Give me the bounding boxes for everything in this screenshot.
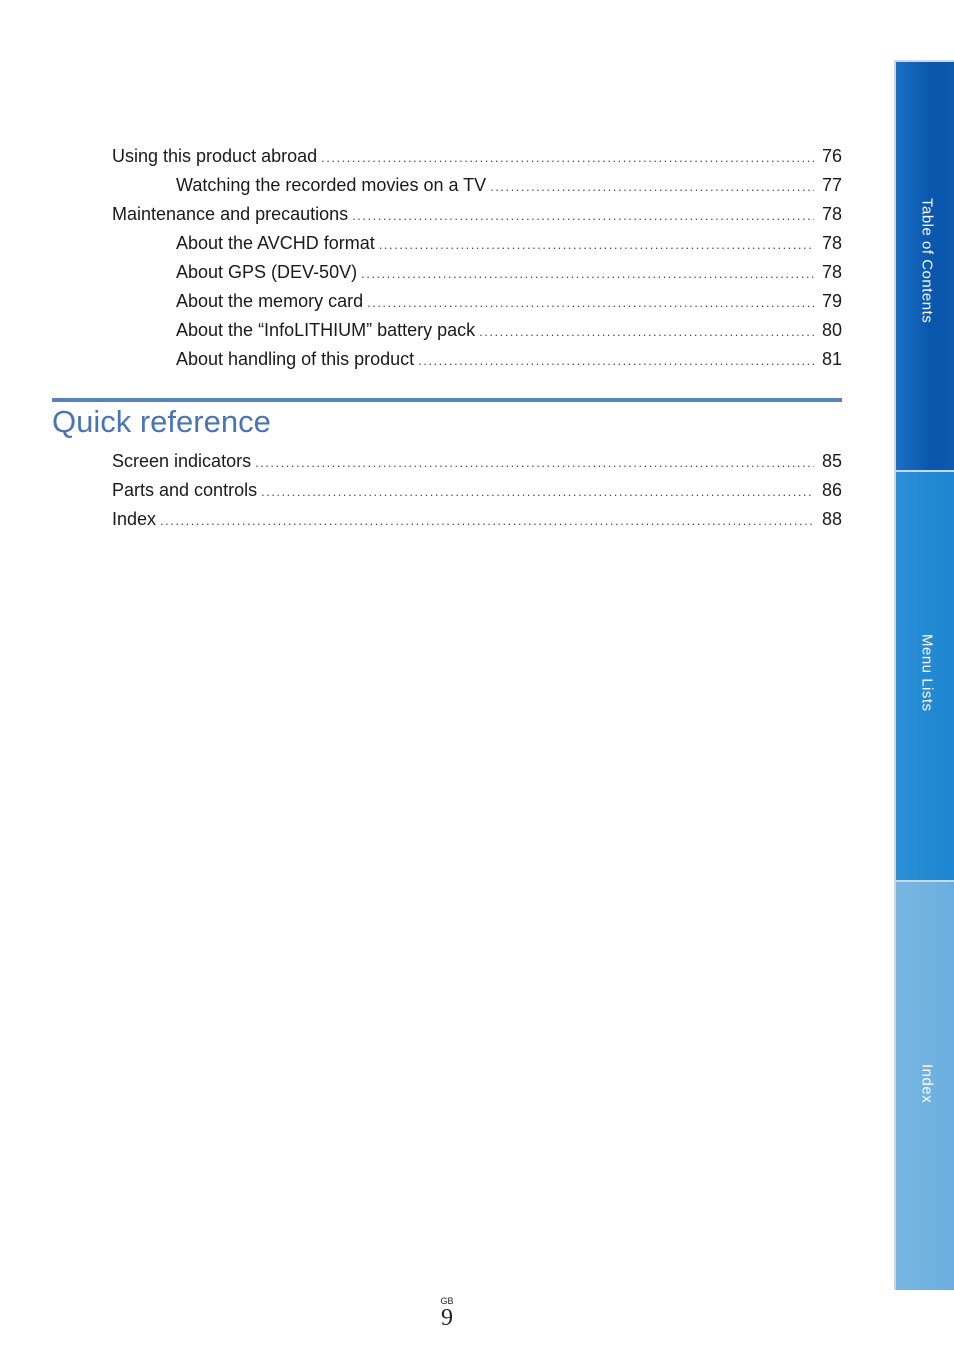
toc-entry[interactable]: [112, 505, 842, 534]
tab-table-of-contents[interactable]: [894, 60, 954, 470]
dot-leader: [160, 506, 814, 535]
toc-entry-page: 86: [821, 480, 842, 500]
toc-entry-title: About the “InfoLITHIUM” battery pack: [176, 320, 476, 340]
toc-entry[interactable]: [176, 287, 842, 316]
dot-leader: [352, 201, 814, 230]
toc-entry-page: 76: [821, 146, 842, 166]
dot-leader: [479, 317, 814, 346]
dot-leader: [255, 448, 814, 477]
tab-menu-lists[interactable]: [894, 470, 954, 880]
toc-entry-title: Using this product abroad: [112, 146, 318, 166]
toc-entry[interactable]: [112, 447, 842, 476]
dot-leader: [490, 172, 814, 201]
region-code: GB: [440, 1296, 454, 1306]
toc-entry-page: 80: [821, 320, 842, 340]
tab-label: Index: [918, 1064, 936, 1104]
toc-entry-page: 78: [821, 204, 842, 224]
toc-entry-title: About the memory card: [176, 291, 364, 311]
dot-leader: [361, 259, 814, 288]
toc-entry[interactable]: [176, 345, 842, 374]
sidebar-nav: [894, 60, 954, 1290]
toc-entry-title: Watching the recorded movies on a TV: [176, 175, 487, 195]
page-number: 9: [441, 1305, 453, 1331]
toc-entry[interactable]: [176, 229, 842, 258]
dot-leader: [321, 143, 814, 172]
dot-leader: [379, 230, 814, 259]
toc-entry[interactable]: [112, 476, 842, 505]
toc-entry-title: About GPS (DEV-50V): [176, 262, 358, 282]
toc-entry-page: 88: [821, 509, 842, 529]
toc-entry-title: Maintenance and precautions: [112, 204, 349, 224]
tab-index[interactable]: [894, 880, 954, 1290]
toc-entry-title: About the AVCHD format: [176, 233, 375, 253]
toc-entry[interactable]: [176, 258, 842, 287]
toc-entry-title: Parts and controls: [112, 480, 258, 500]
toc-entry[interactable]: [176, 171, 842, 200]
toc-entry-page: 78: [821, 262, 842, 282]
toc-entry-page: 79: [821, 291, 842, 311]
toc-entry-page: 78: [821, 233, 842, 253]
section-heading: Quick reference: [52, 404, 271, 439]
toc-entry-page: 85: [821, 451, 842, 471]
toc-entry-title: Index: [112, 509, 157, 529]
toc-entry[interactable]: [176, 316, 842, 345]
tab-label: Menu Lists: [918, 634, 936, 712]
toc-entry-title: About handling of this product: [176, 349, 415, 369]
toc-entry[interactable]: [112, 200, 842, 229]
dot-leader: [367, 288, 814, 317]
dot-leader: [418, 346, 814, 375]
toc-entry[interactable]: [112, 142, 842, 171]
page-footer: [430, 1296, 464, 1330]
toc-entry-page: 81: [821, 349, 842, 369]
toc-entry-title: Screen indicators: [112, 451, 252, 471]
toc-entry-page: 77: [821, 175, 842, 195]
dot-leader: [261, 477, 814, 506]
tab-label: Table of Contents: [918, 198, 936, 324]
